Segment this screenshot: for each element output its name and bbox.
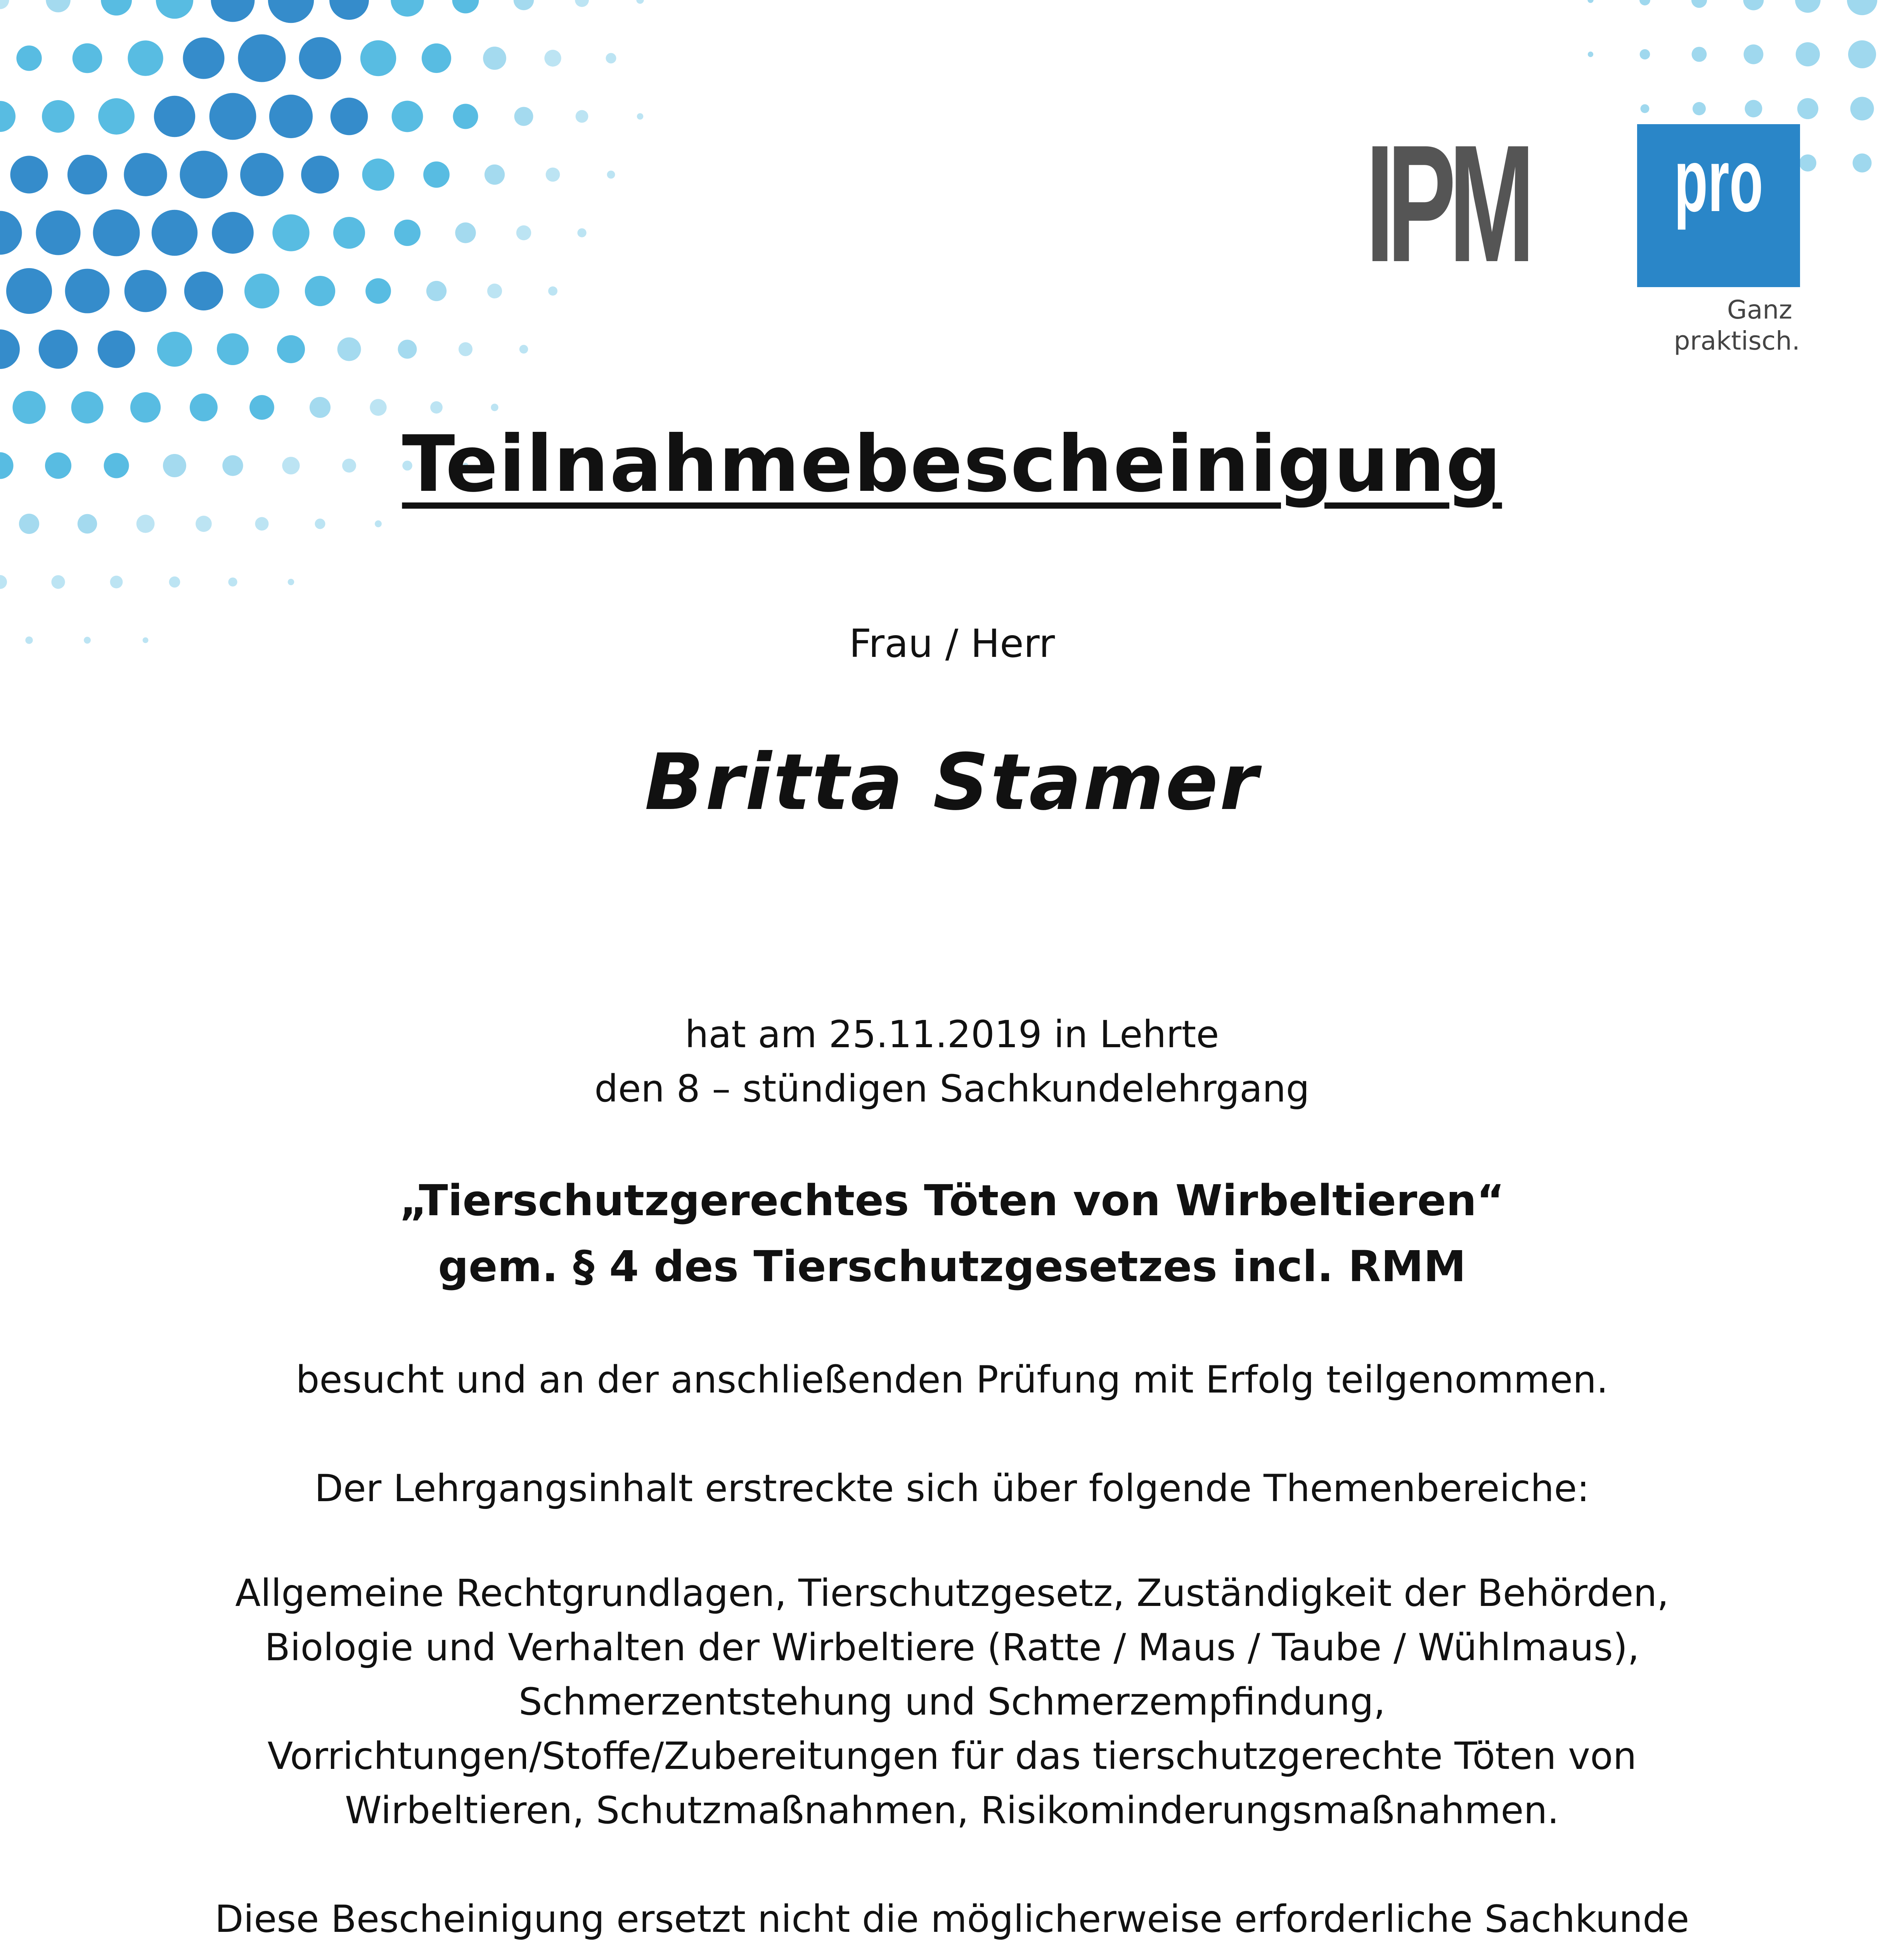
logo-brand-suffix: pro [1674,130,1763,230]
logo-tagline-line2: praktisch. [1674,326,1800,356]
logo-tagline-line1: Ganz [1727,295,1792,325]
disclaimer-line: Diese Bescheinigung ersetzt nicht die möglicherweise erforderliche Sachkunde [215,1897,1689,1940]
intro-course-type: den 8 – stündigen Sachkundelehrgang [594,1067,1310,1110]
recipient-name: Britta Stamer [644,737,1260,828]
topic-line: Schmerzentstehung und Schmerzempfindung, [518,1680,1386,1723]
logo-brand-main: IPM [1366,111,1528,297]
topic-line: Allgemeine Rechtgrundlagen, Tierschutzgesetz, Zuständigkeit der Behörden, [235,1571,1669,1615]
course-legal-basis: gem. § 4 des Tierschutzgesetzes incl. RMM [438,1242,1466,1291]
topics-intro: Der Lehrgangsinhalt erstreckte sich über folgende Themenbereiche: [314,1467,1590,1510]
completion-statement: besucht und an der anschließenden Prüfung mit Erfolg teilgenommen. [296,1358,1608,1401]
ipmpro-logo [1366,111,1800,361]
certificate-title: Teilnahmebescheinigung [402,419,1502,509]
topic-line: Wirbeltieren, Schutzmaßnahmen, Risikominderungsmaßnahmen. [345,1789,1559,1832]
course-title: „Tierschutzgerechtes Töten von Wirbeltieren“ [399,1176,1505,1225]
logo-brand-box [1637,124,1800,287]
topic-line: Biologie und Verhalten der Wirbeltiere (Ratte / Maus / Taube / Wühlmaus), [265,1626,1639,1669]
salutation: Frau / Herr [849,621,1055,666]
intro-date-location: hat am 25.11.2019 in Lehrte [685,1013,1219,1056]
topic-line: Vorrichtungen/Stoffe/Zubereitungen für das tierschutzgerechte Töten von [267,1734,1637,1778]
